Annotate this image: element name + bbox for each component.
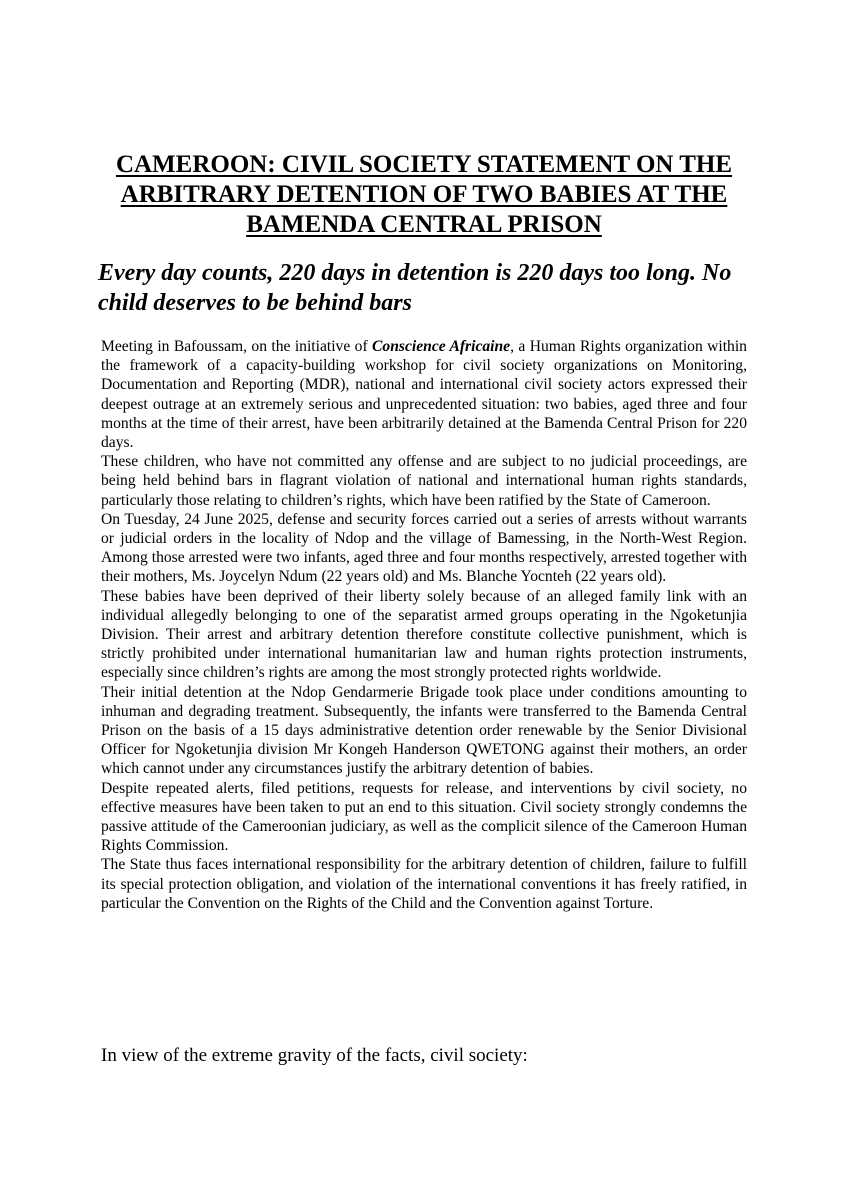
document-title — [60, 150, 788, 240]
title-line-2: ARBITRARY DETENTION OF TWO BABIES AT THE — [120, 181, 728, 208]
paragraph-1-intro: Meeting in Bafoussam, on the initiative of — [101, 338, 373, 355]
document-subtitle: Every day counts, 220 days in detention is 220 days too long. No child deserves to be behind bars — [98, 260, 732, 316]
paragraph-2: These children, who have not committed any offense and are subject to no judicial proceedings, are being held behind bars in flagrant violation of national and international human rights standards, particularly those relating to children’s rights, which have been ratified by the State of Cameroon. — [101, 453, 747, 509]
paragraph-7: The State thus faces international responsibility for the arbitrary detention of children, failure to fulfill its special protection obligation, and violation of the international conventions it has freely ratified, in particular the Convention on the Rights of the Child and the Convention against Torture. — [101, 856, 747, 912]
paragraph-3: On Tuesday, 24 June 2025, defense and security forces carried out a series of arrests without warrants or judicial orders in the locality of Ndop and the village of Bamessing, in the North-West Region. Among those arrested were two infants, aged three and four months respectively, arrested together with their mothers, Ms. Joycelyn Ndum (22 years old) and Ms. Blanche Yocnteh (22 years old). — [101, 510, 747, 586]
paragraph-1 — [101, 337, 747, 452]
paragraph-6: Despite repeated alerts, filed petitions, requests for release, and interventions by civil society, no effective measures have been taken to put an end to this situation. Civil society strongly condemns the passive attitude of the Cameroonian judiciary, as well as the complicit silence of the Cameroon Human Rights Commission. — [101, 779, 747, 855]
title-line-1: CAMEROON: CIVIL SOCIETY STATEMENT ON THE — [115, 151, 733, 178]
closing-statement: In view of the extreme gravity of the facts, civil society: — [101, 1045, 528, 1066]
paragraph-5: Their initial detention at the Ndop Gendarmerie Brigade took place under conditions amounting to inhuman and degrading treatment. Subsequently, the infants were transferred to the Bamenda Central Prison on the basis of a 15 days administrative detention order renewable by the Senior Divisional Officer for Ngoketunjia division Mr Kongeh Handerson QWETONG against their mothers, an order which cannot under any circumstances justify the arbitrary detention of babies. — [101, 683, 747, 778]
paragraph-4: These babies have been deprived of their liberty solely because of an alleged family link with an individual allegedly belonging to one of the separatist armed groups operating in the Ngoketunjia Division. Their arrest and arbitrary detention therefore constitute collective punishment, which is strictly prohibited under international humanitarian law and human rights protection instruments, especially since children’s rights are among the most strongly protected rights worldwide. — [101, 587, 747, 682]
document-body — [101, 337, 747, 913]
organization-name: Conscience Africaine — [372, 338, 511, 355]
title-line-3: BAMENDA CENTRAL PRISON — [246, 211, 602, 238]
paragraph-1-rest: , a Human Rights organization within the framework of a capacity-building workshop for civil society organizations on Monitoring, Documentation and Reporting (MDR), national and international civil society actors expressed their deepest outrage at an extremely serious and unprecedented situation: two babies, aged three and four months at the time of their arrest, have been arbitrarily detained at the Bamenda Central Prison for 220 days. — [101, 338, 747, 452]
